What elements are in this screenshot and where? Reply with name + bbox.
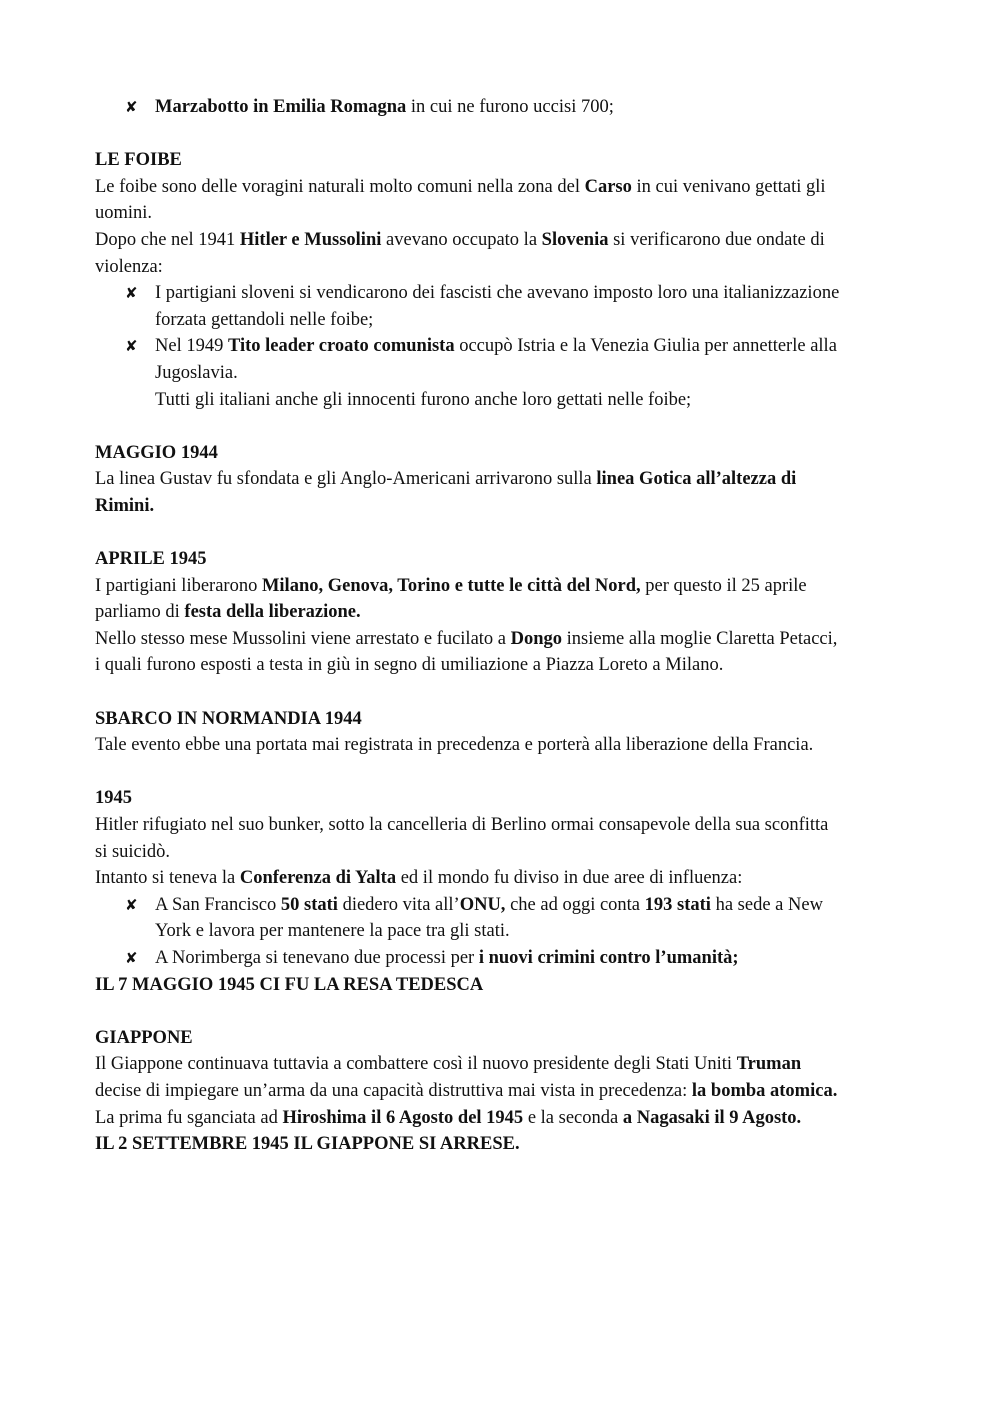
bold-text: 50 stati (280, 894, 338, 915)
text: A Norimberga si tenevano due processi per (155, 948, 479, 968)
bold-text: IL 7 MAGGIO 1945 CI FU LA RESA TEDESCA (95, 974, 484, 995)
bullet-continuation (95, 307, 910, 334)
bold-text: Tito leader croato comunista (227, 336, 455, 357)
bold-text: a Nagasaki il 9 Agosto. (622, 1107, 802, 1128)
text: per questo il 25 aprile (640, 575, 807, 596)
cross-bullet-icon: ✘ (125, 98, 138, 116)
text-line (95, 493, 910, 520)
text-line (95, 546, 910, 573)
document-page (95, 94, 910, 1158)
text-line (95, 812, 910, 839)
bold-text: Truman (736, 1054, 802, 1075)
text: La prima fu sganciata ad (95, 1107, 283, 1128)
text: i quali furono esposti a testa in giù in segno di umiliazione a Piazza Loreto a Milano. (95, 655, 724, 676)
text: Il Giappone continuava tuttavia a combattere così il nuovo presidente degli Stati Uniti (95, 1054, 737, 1075)
bold-text: 1945 (95, 788, 132, 809)
bold-text: Hiroshima il 6 Agosto del 1945 (282, 1107, 524, 1128)
text: York e lavora per mantenere la pace tra gli stati. (155, 921, 510, 942)
text: uomini. (95, 203, 153, 224)
text: insieme alla moglie Claretta Petacci, (562, 628, 838, 649)
blank-line (95, 759, 910, 786)
text: I partigiani sloveni si vendicarono dei fascisti che avevano imposto loro una italianizzazione (155, 283, 840, 304)
bold-text: la bomba atomica. (691, 1080, 838, 1101)
text-line (95, 440, 910, 467)
text: violenza: (95, 256, 163, 277)
blank-line (95, 413, 910, 440)
text-line (95, 839, 910, 866)
blank-line (95, 998, 910, 1025)
bullet-continuation (95, 918, 910, 945)
bold-text: i nuovi crimini contro l’umanità; (478, 948, 739, 968)
bold-text: Slovenia (541, 229, 609, 250)
text-line (95, 865, 910, 892)
text: I partigiani liberarono (95, 575, 262, 596)
text-line (95, 785, 910, 812)
bold-text: IL 2 SETTEMBRE 1945 IL GIAPPONE SI ARRESE. (95, 1134, 520, 1155)
blank-line (95, 121, 910, 148)
bullet-item (95, 280, 910, 307)
text: forzata gettandoli nelle foibe; (155, 309, 374, 330)
bullet-continuation (95, 360, 910, 387)
bold-text: 193 stati (644, 894, 711, 915)
text: ha sede a New (710, 894, 823, 915)
text: che ad oggi conta (505, 894, 645, 915)
text-line (95, 254, 910, 281)
text-line (95, 573, 910, 600)
text-line (95, 1025, 910, 1052)
cross-bullet-icon: ✘ (125, 337, 138, 356)
text: Le foibe sono delle voragini naturali molto comuni nella zona del (95, 176, 585, 197)
text-line (95, 626, 910, 653)
bullet-item (95, 94, 910, 121)
text: in cui venivano gettati gli (631, 176, 826, 197)
bold-text: Carso (584, 176, 632, 197)
text-line (95, 1078, 910, 1105)
text: La linea Gustav fu sfondata e gli Anglo-Americani arrivarono sulla (95, 469, 597, 490)
text-line (95, 1105, 910, 1132)
bold-text: Marzabotto in Emilia Romagna (155, 97, 407, 117)
bullet-item (95, 333, 910, 360)
text: decise di impiegare un’arma da una capacità distruttiva mai vista in precedenza: (95, 1080, 692, 1101)
cross-bullet-icon: ✘ (125, 949, 138, 967)
bold-text: Hitler e Mussolini (239, 229, 382, 250)
bold-text: ONU, (459, 894, 506, 915)
text-line (95, 200, 910, 227)
bold-text: APRILE 1945 (95, 549, 207, 570)
text-line (95, 652, 910, 679)
cross-bullet-icon: ✘ (125, 895, 138, 914)
bold-text: MAGGIO 1944 (95, 442, 218, 463)
bold-text: Rimini. (95, 495, 155, 516)
text: diedero vita all’ (337, 894, 460, 915)
text: si verificarono due ondate di (608, 229, 825, 250)
text: Nel 1949 (155, 336, 228, 357)
bold-text: LE FOIBE (95, 150, 182, 171)
text: Intanto si teneva la (95, 868, 240, 889)
text: Tutti gli italiani anche gli innocenti furono anche loro gettati nelle foibe; (155, 389, 692, 410)
text-line (95, 147, 910, 174)
bold-text: linea Gotica all’altezza di (596, 469, 797, 490)
text-line (95, 174, 910, 201)
text: parliamo di (95, 602, 185, 623)
text-line (95, 706, 910, 733)
cross-bullet-icon: ✘ (125, 284, 138, 303)
text: Tale evento ebbe una portata mai registrata in precedenza e porterà alla liberazione della Francia. (95, 735, 814, 756)
text: Nello stesso mese Mussolini viene arrestato e fucilato a (95, 628, 511, 649)
bullet-item (95, 945, 910, 972)
bold-text: Conferenza di Yalta (239, 868, 397, 889)
text: Jugoslavia. (155, 362, 238, 383)
text: A San Francisco (155, 894, 281, 915)
blank-line (95, 679, 910, 706)
text: Dopo che nel 1941 (95, 229, 240, 250)
bullet-item (95, 892, 910, 919)
bold-text: GIAPPONE (95, 1027, 193, 1048)
text: Hitler rifugiato nel suo bunker, sotto la cancelleria di Berlino ormai consapevole della sua sconfitta (95, 815, 829, 836)
text-line (95, 227, 910, 254)
text-line (95, 1131, 910, 1158)
text-line (95, 1051, 910, 1078)
bullet-continuation (95, 387, 910, 414)
bold-text: SBARCO IN NORMANDIA 1944 (95, 708, 362, 729)
text: e la seconda (523, 1107, 623, 1128)
text: occupò Istria e la Venezia Giulia per annetterle alla (454, 336, 837, 357)
text: avevano occupato la (381, 229, 542, 250)
bold-text: Dongo (510, 628, 563, 649)
text-line (95, 732, 910, 759)
text: in cui ne furono uccisi 700; (406, 97, 614, 117)
text-line (95, 599, 910, 626)
text: si suicidò. (95, 841, 171, 862)
blank-line (95, 520, 910, 547)
bold-text: Milano, Genova, Torino e tutte le città del Nord, (261, 575, 641, 596)
text-line (95, 972, 910, 999)
bold-text: festa della liberazione. (184, 602, 361, 623)
text: ed il mondo fu diviso in due aree di influenza: (396, 868, 743, 889)
text-line (95, 466, 910, 493)
